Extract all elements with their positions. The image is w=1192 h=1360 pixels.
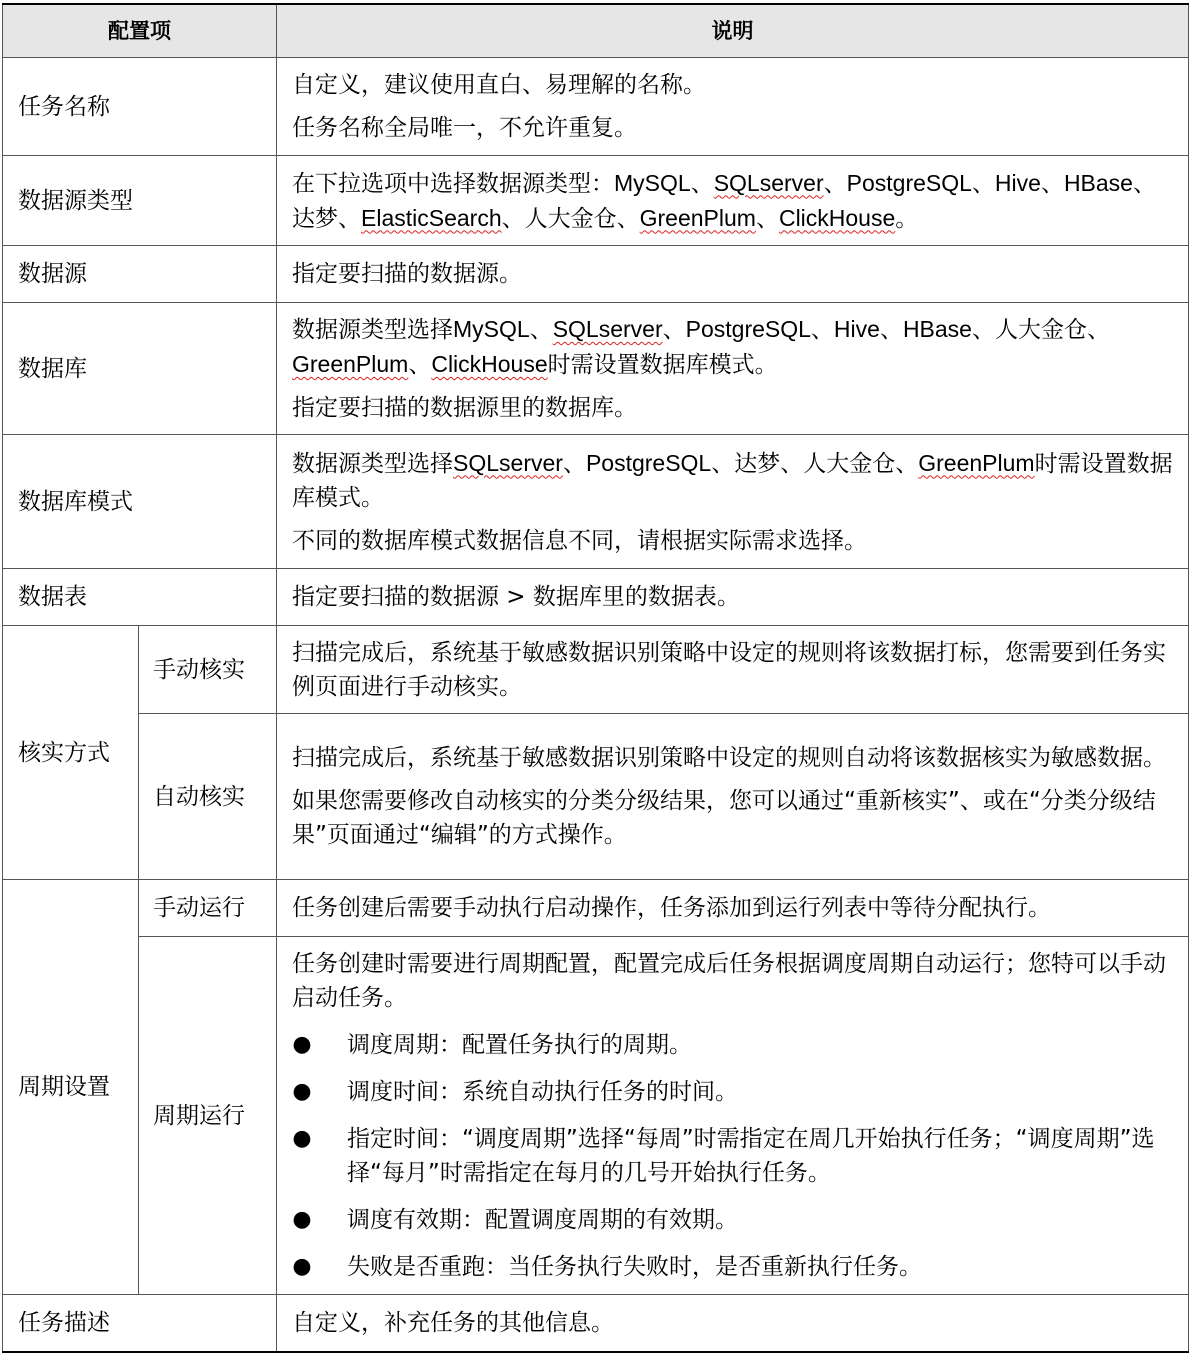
bullet-icon: ● (292, 1254, 312, 1279)
bullet-icon: ● (292, 1032, 312, 1057)
desc-database: 数据源类型选择MySQL、SQLserver、PostgreSQL、Hive、HBase、人大金仓、GreenPlum、ClickHouse时需设置数据库模式。 指定要扫描的数据源里的数据库。 (277, 303, 1189, 435)
desc-task-desc: 自定义，补充任务的其他信息。 (277, 1295, 1189, 1352)
header-row (3, 4, 1189, 58)
header-description: 说明 (277, 4, 1189, 58)
row-task-name (3, 58, 1189, 156)
row-datasource (3, 246, 1189, 303)
row-task-desc (3, 1295, 1189, 1352)
list-item: ● 调度时间：系统自动执行任务的时间。 (292, 1075, 1174, 1109)
header-config-item: 配置项 (3, 4, 277, 58)
label-period-manual: 手动运行 (139, 880, 277, 937)
desc-verify-manual: 扫描完成后，系统基于敏感数据识别策略中设定的规则将该数据打标，您需要到任务实例页面进行手动核实。 (277, 626, 1189, 714)
desc-verify-auto: 扫描完成后，系统基于敏感数据识别策略中设定的规则自动将该数据核实为敏感数据。 如果您需要修改自动核实的分类分级结果，您可以通过“重新核实”、或在“分类分级结果”页面通过“编辑”的方式操作。 (277, 714, 1189, 880)
label-database: 数据库 (3, 303, 277, 435)
row-database (3, 303, 1189, 435)
desc-period-auto: 任务创建时需要进行周期配置，配置完成后任务根据调度周期自动运行；您特可以手动启动任务。 ● 调度周期：配置任务执行的周期。 ● 调度时间：系统自动执行任务的时间。 ● 指定时间：“调度周期”选择“每周”时需指定在周几开始执行任务；“调度周期”选择“每月”时需指定在每月的几号开始执行任务。 ● 调度有效期：配置调度周期的有效期。 ● 失败是否重跑：当任务执行失败时，是否重新执行任务。 (277, 937, 1189, 1295)
label-datasource-type: 数据源类型 (3, 156, 277, 246)
row-verify-auto (3, 714, 1189, 880)
row-period-auto (3, 937, 1189, 1295)
label-verify-method: 核实方式 (3, 626, 139, 880)
desc-db-schema: 数据源类型选择SQLserver、PostgreSQL、达梦、人大金仓、GreenPlum时需设置数据库模式。 不同的数据库模式数据信息不同，请根据实际需求选择。 (277, 435, 1189, 569)
list-item: ● 指定时间：“调度周期”选择“每周”时需指定在周几开始执行任务；“调度周期”选择“每月”时需指定在每月的几号开始执行任务。 (292, 1122, 1174, 1190)
list-item: ● 调度周期：配置任务执行的周期。 (292, 1028, 1174, 1062)
row-db-schema (3, 435, 1189, 569)
label-verify-manual: 手动核实 (139, 626, 277, 714)
label-data-table: 数据表 (3, 569, 277, 626)
label-verify-auto: 自动核实 (139, 714, 277, 880)
bullet-icon: ● (292, 1079, 312, 1104)
row-datasource-type (3, 156, 1189, 246)
period-bullet-list (292, 1028, 1174, 1284)
label-period-setting: 周期设置 (3, 880, 139, 1295)
label-db-schema: 数据库模式 (3, 435, 277, 569)
label-task-name: 任务名称 (3, 58, 277, 156)
desc-data-table: 指定要扫描的数据源 > 数据库里的数据表。 (277, 569, 1189, 626)
list-item: ● 调度有效期：配置调度周期的有效期。 (292, 1203, 1174, 1237)
desc-datasource: 指定要扫描的数据源。 (277, 246, 1189, 303)
list-item: ● 失败是否重跑：当任务执行失败时，是否重新执行任务。 (292, 1250, 1174, 1284)
label-datasource: 数据源 (3, 246, 277, 303)
desc-task-name: 自定义，建议使用直白、易理解的名称。 任务名称全局唯一，不允许重复。 (277, 58, 1189, 156)
config-table (2, 3, 1189, 1353)
label-task-desc: 任务描述 (3, 1295, 277, 1352)
desc-datasource-type: 在下拉选项中选择数据源类型：MySQL、SQLserver、PostgreSQL、Hive、HBase、达梦、ElasticSearch、人大金仓、GreenPlum、ClickHouse。 (277, 156, 1189, 246)
bullet-icon: ● (292, 1126, 312, 1151)
desc-period-manual: 任务创建后需要手动执行启动操作，任务添加到运行列表中等待分配执行。 (277, 880, 1189, 937)
label-period-auto: 周期运行 (139, 937, 277, 1295)
row-data-table (3, 569, 1189, 626)
row-period-manual (3, 880, 1189, 937)
row-verify-manual (3, 626, 1189, 714)
bullet-icon: ● (292, 1207, 312, 1232)
